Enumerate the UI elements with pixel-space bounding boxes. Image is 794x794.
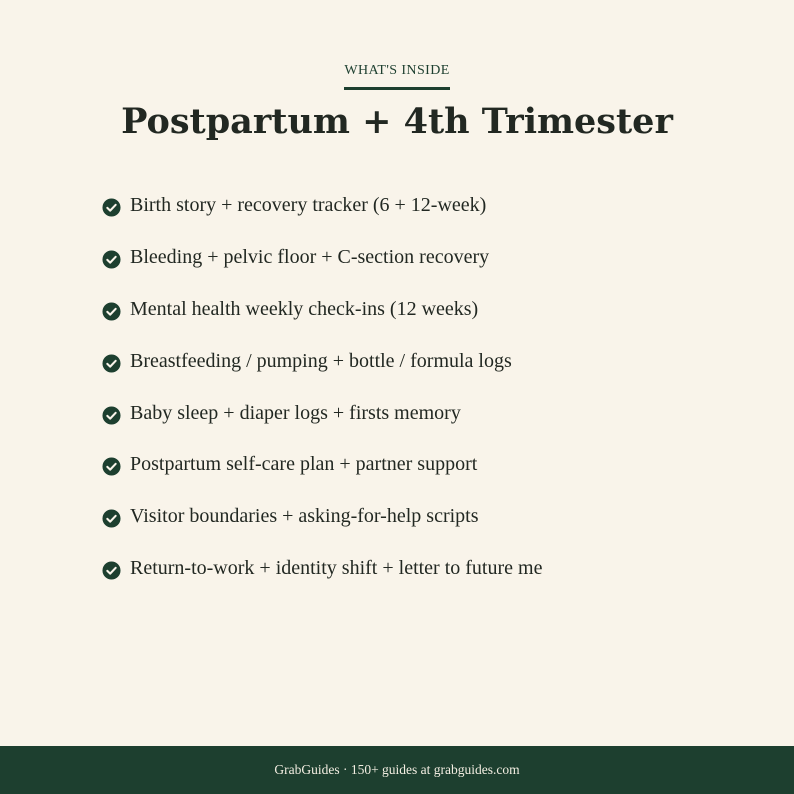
list-item-label: Visitor boundaries + asking-for-help scripts [130,505,479,528]
list-item [102,180,762,232]
list-item [102,232,762,284]
footer-text: GrabGuides · 150+ guides at grabguides.com [274,762,520,777]
check-circle-icon [102,302,121,321]
list-item-label: Postpartum self-care plan + partner support [130,453,478,476]
check-circle-icon [102,561,121,580]
list-item [102,543,762,595]
list-item-label: Return-to-work + identity shift + letter to future me [130,556,543,579]
section-kicker [0,59,794,90]
page-title: Postpartum + 4th Trimester [121,101,673,142]
list-item-label: Mental health weekly check-ins (12 weeks) [130,297,479,320]
check-circle-icon [102,250,121,269]
check-circle-icon [102,457,121,476]
check-circle-icon [102,509,121,528]
kicker-label: WHAT'S INSIDE [344,63,449,90]
list-item-label: Birth story + recovery tracker (6 + 12-week) [130,194,487,217]
list-item [102,335,762,387]
check-circle-icon [102,354,121,373]
list-item-label: Breastfeeding / pumping + bottle / formula logs [130,349,512,372]
list-item-label: Baby sleep + diaper logs + firsts memory [130,401,461,424]
footer-bar [0,746,794,794]
list-item [102,491,762,543]
list-item [102,284,762,336]
list-item-label: Bleeding + pelvic floor + C-section recovery [130,246,490,269]
check-circle-icon [102,406,121,425]
feature-checklist [102,180,762,594]
list-item [102,387,762,439]
list-item [102,439,762,491]
check-circle-icon [102,198,121,217]
